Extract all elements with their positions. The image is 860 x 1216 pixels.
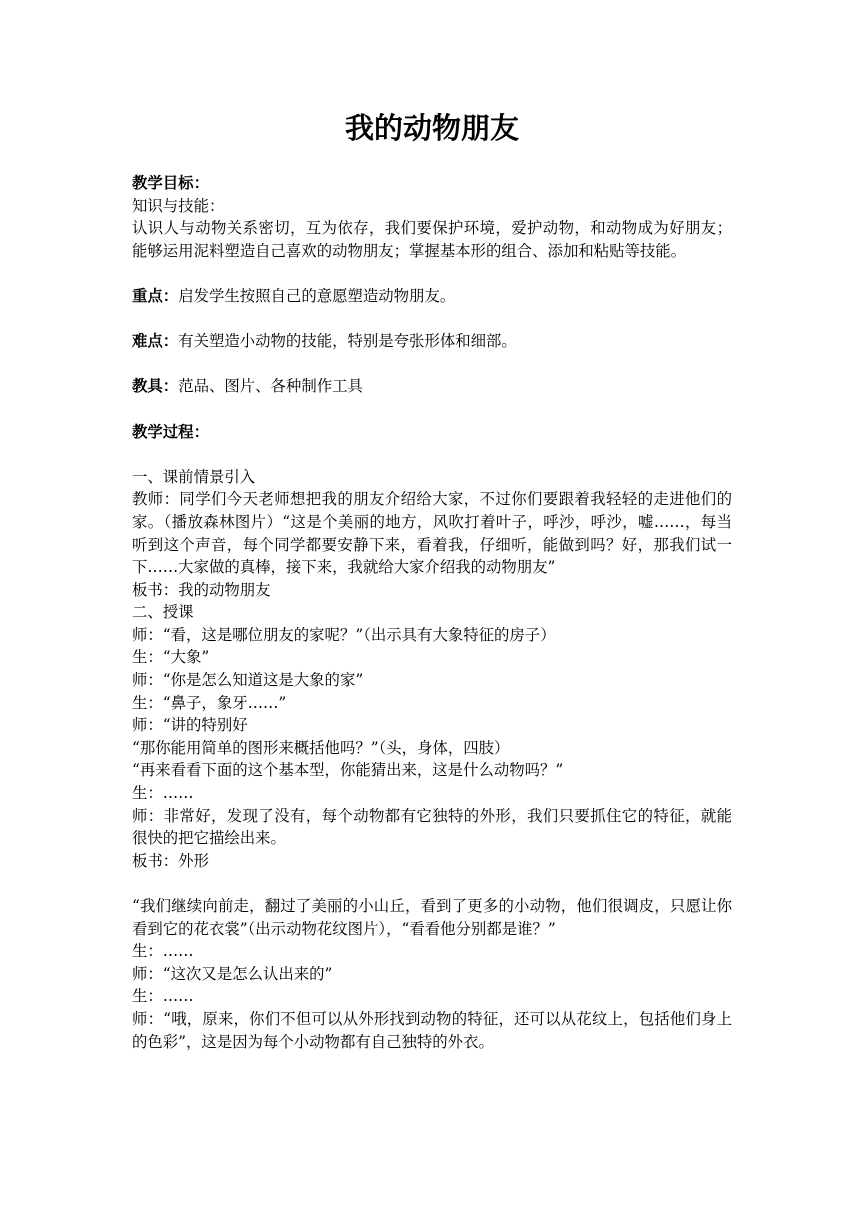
dialogue-line: 师：“这次又是怎么认出来的” bbox=[132, 964, 333, 983]
dialogue-line: 师：非常好，发现了没有，每个动物都有它独特的外形，我们只要抓住它的特征，就能很快的把它描绘出来。 bbox=[132, 806, 732, 848]
dialogue-line: 生：…… bbox=[132, 784, 194, 803]
difficulty-label: 难点： bbox=[132, 332, 179, 351]
skills-paragraph: 认识人与动物关系密切，互为依存，我们要保护环境，爱护动物，和动物成为好朋友；能够运用泥料塑造自己喜欢的动物朋友；掌握基本形的组合、添加和粘贴等技能。 bbox=[132, 219, 732, 260]
dialogue-line: 师：“哦，原来，你们不但可以从外形找到动物的特征，还可以从花纹上，包括他们身上的色彩”，这是因为每个小动物都有自己独特的外衣。 bbox=[132, 1009, 732, 1051]
dialogue-line: 师：“讲的特别好 bbox=[132, 716, 248, 735]
goals-heading: 教学目标： bbox=[132, 174, 209, 192]
dialogue-line: “再来看看下面的这个基本型，你能猜出来，这是什么动物吗？” bbox=[132, 761, 564, 780]
dialogue-line: 生：“鼻子，象牙……” bbox=[132, 693, 287, 712]
dialogue-line: 师：“看，这是哪位朋友的家呢？”（出示具有大象特征的房子） bbox=[132, 625, 556, 644]
difficulty-text: 有关塑造小动物的技能，特别是夸张形体和细部。 bbox=[178, 332, 517, 351]
dialogue-line: 师：“你是怎么知道这是大象的家” bbox=[132, 671, 364, 690]
skills-heading: 知识与技能： bbox=[132, 196, 225, 215]
key-point-label: 重点： bbox=[132, 286, 179, 305]
dialogue-line: 生：…… bbox=[132, 987, 194, 1006]
board-note-1: 板书：我的动物朋友 bbox=[132, 580, 271, 599]
process-heading: 教学过程： bbox=[132, 422, 209, 441]
dialogue-line: 生：“大象” bbox=[132, 648, 210, 667]
key-point-paragraph bbox=[132, 285, 732, 308]
document-body bbox=[132, 172, 732, 1053]
page-title: 我的动物朋友 bbox=[344, 111, 519, 145]
dialogue-line: “那你能用简单的图形来概括他吗？”（头，身体，四肢） bbox=[132, 738, 510, 757]
section-1-paragraph: 教师：同学们今天老师想把我的朋友介绍给大家，不过你们要跟着我轻轻的走进他们的家。（播放森林图片）“这是个美丽的地方，风吹打着叶子，呼沙，呼沙，嘘……，每当听到这个声音，每个同学都要安静下来，看着我，仔细听，能做到吗？好，那我们试一下……大家做的真棒，接下来，我就给大家介绍我的动物朋友” bbox=[132, 490, 732, 577]
tools-paragraph bbox=[132, 375, 732, 398]
spacer bbox=[132, 262, 732, 285]
dialogue-line: 生：…… bbox=[132, 942, 194, 961]
section-1-title: 一、课前情景引入 bbox=[132, 467, 256, 486]
spacer bbox=[132, 872, 732, 895]
spacer bbox=[132, 443, 732, 466]
tools-label: 教具： bbox=[132, 377, 179, 396]
dialogue-line: “我们继续向前走，翻过了美丽的小山丘，看到了更多的小动物，他们很调皮，只愿让你看到它的花衣裳”（出示动物花纹图片），“看看他分别都是谁？” bbox=[132, 897, 732, 938]
spacer bbox=[132, 353, 732, 376]
spacer bbox=[132, 308, 732, 331]
tools-text: 范品、图片、各种制作工具 bbox=[178, 377, 363, 396]
difficulty-paragraph bbox=[132, 330, 732, 353]
key-point-text: 启发学生按照自己的意愿塑造动物朋友。 bbox=[178, 286, 456, 305]
spacer bbox=[132, 398, 732, 421]
board-note-2: 板书：外形 bbox=[132, 851, 209, 870]
section-2-title: 二、授课 bbox=[132, 603, 194, 622]
